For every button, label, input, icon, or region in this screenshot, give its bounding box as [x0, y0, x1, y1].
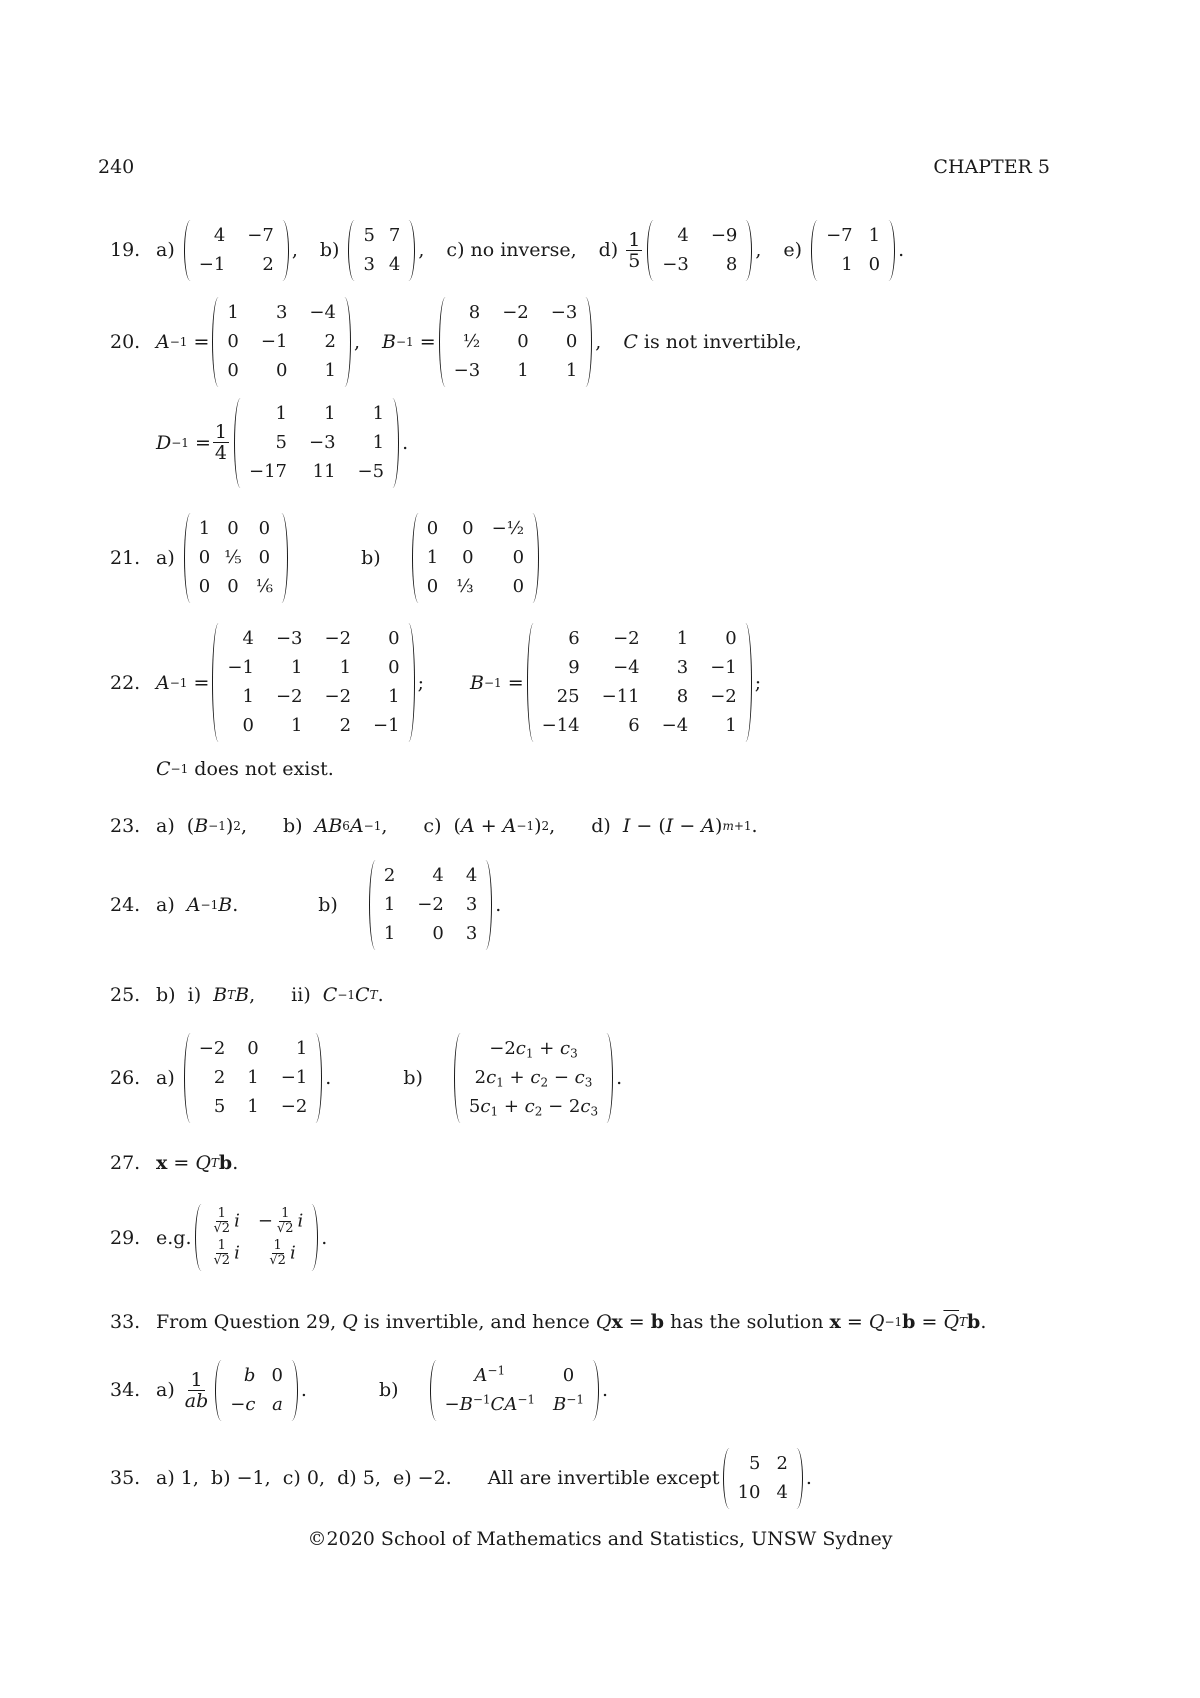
- question-number: 25.: [110, 984, 141, 1006]
- question-number: 19.: [110, 239, 141, 261]
- no-inverse-text: no inverse,: [470, 239, 577, 261]
- answer-22-C: C −1 does not exist.: [156, 758, 334, 780]
- question-number: 35.: [110, 1467, 141, 1489]
- matrix-19d: 4 −9 −3 8: [647, 220, 752, 281]
- question-number: 24.: [110, 893, 141, 916]
- chapter-heading: CHAPTER 5: [933, 156, 1050, 178]
- matrix-24b: 2 4 4 1 −2 3 1 0 3: [369, 860, 492, 950]
- answer-23: 23. a) ( B −1 ) 2 , b) AB 6 A −1 , c) ( A + A −1 ) 2 , d) I − ( I − A ) m+1 .: [110, 815, 758, 837]
- matrix-19e: −7 1 1 0: [811, 220, 895, 281]
- matrix-22-A-inverse: 4 −3 −2 0 −1 1 1 0 1 −2 −2 1 0 1 2 −1: [212, 623, 414, 742]
- question-number: 29.: [110, 1226, 141, 1249]
- matrix-D-inverse: 1 1 1 5 −3 1 −17 11 −5: [234, 398, 399, 488]
- answer-20: 20. A −1 = 1 3 −4 0 −1 2 0 0 1 , B −1 = 8 −2 −3 ½ 0 0 −3 1 1 , C is not invertible,: [110, 302, 802, 382]
- answer-35: 35. a) 1, b) −1, c) 0, d) 5, e) −2. All are invertible except 5 2 10 4 .: [110, 1448, 812, 1508]
- matrix-34b: $A^{-1}$ 0 $-B^{-1}CA^{-1}$ $B^{-1}$: [430, 1360, 599, 1421]
- question-number: 27.: [110, 1152, 141, 1174]
- answer-26: 26. a) −2 0 1 2 1 −1 5 1 −2 . b) $-2c_1 + c_3$ $2c_1 + c_2 - c_3$ $5c_1 + c_2 - 2c_3$ .: [110, 1035, 622, 1120]
- answer-19: 19. a) 4 −7 −1 2 , b) 5 7 3 4 , c) no inverse, d) $\frac{1}{5}$ 4 −9 −3 8 , e) −7 1 1 0 .: [110, 225, 904, 275]
- page-number: 240: [98, 156, 135, 178]
- part-label: d): [598, 239, 619, 261]
- answer-27: 27. x = Q T b .: [110, 1152, 239, 1174]
- answer-33: 33. From Question 29, Q is invertible, and hence Q x = b has the solution x = Q −1 b = $\overline{Q}$ T b .: [110, 1311, 987, 1333]
- answer-25: 25. b) i) B T B , ii) C −1 C T .: [110, 984, 384, 1006]
- fraction: $\frac{1}{5}$: [628, 228, 641, 272]
- part-label: a): [156, 546, 175, 569]
- copyright-footer: ©2020 School of Mathematics and Statistics, UNSW Sydney: [307, 1528, 893, 1550]
- matrix-22-B-inverse: 6 −2 1 0 9 −4 3 −1 25 −11 8 −2 −14 6 −4 1: [527, 623, 752, 742]
- matrix-21a: 1 0 0 0 ⅕ 0 0 0 ⅙: [184, 513, 288, 603]
- part-label: c): [446, 239, 465, 261]
- matrix-19a: 4 −7 −1 2: [184, 220, 289, 281]
- answer-21: [110, 515, 542, 600]
- answer-22: 22. A −1 = 4 −3 −2 0 −1 1 1 0 1 −2 −2 1 0 1 2 −1 ; B −1 = 6 −2 1 0 9 −4 3 −1 25 −11 8 −2 −14 6 −4 1 ;: [110, 625, 761, 740]
- matrix-29: $\frac{1}{√2}$ i − $\frac{1}{√2}$ i $\frac{1}{√2}$ i $\frac{1}{√2}$ i: [195, 1204, 319, 1271]
- question-number: 34.: [110, 1379, 141, 1401]
- part-label: e): [783, 239, 803, 261]
- question-number: 20.: [110, 331, 141, 353]
- part-label: b): [319, 239, 340, 261]
- answer-34: 34. a) $\frac{1}{ab}$ b 0 −c a . b) $A^{-1}$ 0 $-B^{-1}CA^{-1}$ $B^{-1}$ .: [110, 1360, 608, 1420]
- vector-26b: $-2c_1 + c_3$ $2c_1 + c_2 - c_3$ $5c_1 + c_2 - 2c_3$: [454, 1033, 613, 1123]
- answer-24: 24. a) A −1 B . b) 2 4 4 1 −2 3 1 0 3 .: [110, 862, 501, 947]
- question-number: 21.: [110, 546, 141, 569]
- question-number: 23.: [110, 815, 141, 837]
- answer-20-D: D −1 = $\frac{1}{4}$ 1 1 1 5 −3 1 −17 11 −5 .: [156, 400, 408, 485]
- matrix-19b: 5 7 3 4: [348, 220, 415, 281]
- matrix-34a: b 0 −c a: [215, 1360, 298, 1421]
- fraction: $\frac{1}{4}$: [214, 421, 227, 464]
- matrix-B-inverse: 8 −2 −3 ½ 0 0 −3 1 1: [439, 297, 593, 387]
- question-number: 26.: [110, 1066, 141, 1089]
- part-label: a): [156, 239, 175, 261]
- matrix-26a: −2 0 1 2 1 −1 5 1 −2: [184, 1033, 323, 1123]
- part-label: b): [361, 546, 381, 569]
- matrix-35: 5 2 10 4: [723, 1448, 803, 1509]
- not-invertible-text: is not invertible,: [643, 331, 802, 353]
- answer-29: 29. e.g. $\frac{1}{√2}$ i − $\frac{1}{√2}$ i $\frac{1}{√2}$ i $\frac{1}{√2}$ i .: [110, 1200, 327, 1275]
- question-number: 22.: [110, 671, 141, 694]
- matrix-21b: 0 0 −½ 1 0 0 0 ⅓ 0: [412, 513, 539, 603]
- matrix-A-inverse: 1 3 −4 0 −1 2 0 0 1: [212, 297, 351, 387]
- fraction: $\frac{1}{ab}$: [184, 1368, 209, 1412]
- question-number: 33.: [110, 1311, 141, 1333]
